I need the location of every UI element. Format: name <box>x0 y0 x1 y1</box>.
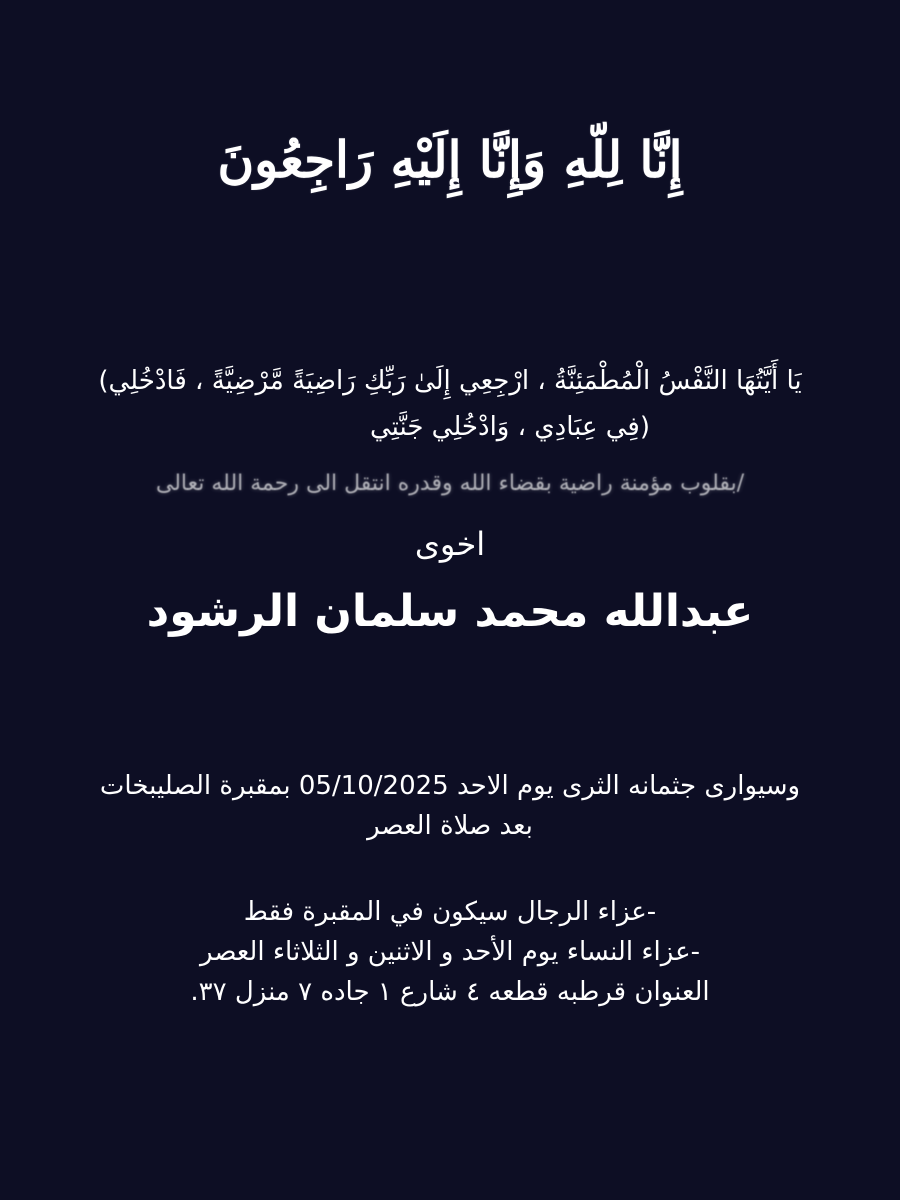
announcement-text: /بقلوب مؤمنة راضية بقضاء الله وقدره انتقل الى رحمة الله تعالى <box>155 471 745 496</box>
burial-details <box>0 766 900 846</box>
condolence-address: العنوان قرطبه قطعه ٤ شارع ١ جاده ٧ منزل ٣٧. <box>190 977 710 1007</box>
burial-line-1: وسيوارى جثمانه الثرى يوم الاحد 05/10/2025 بمقبرة الصليبخات <box>99 771 801 801</box>
women-condolence: -عزاء النساء يوم الأحد و الاثنين و الثلاثاء العصر <box>199 937 701 967</box>
verse-line-1: يَا أَيَّتُهَا النَّفْسُ الْمُطْمَئِنَّةُ ، ارْجِعِي إِلَىٰ رَبِّكِ رَاضِيَةً مَّرْضِيَّةً ، فَادْخُلِي) <box>98 366 802 396</box>
burial-line-2: بعد صلاة العصر <box>367 811 533 841</box>
verse-line-2: (فِي عِبَادِي ، وَادْخُلِي جَنَّتِي <box>369 412 650 442</box>
condolence-details <box>0 892 900 1012</box>
quranic-verse <box>0 358 900 450</box>
relation-label: اخوى <box>414 525 486 563</box>
men-condolence: -عزاء الرجال سيكون في المقبرة فقط <box>243 897 657 927</box>
deceased-name: عبدالله محمد سلمان الرشود <box>146 586 754 637</box>
quranic-heading: إِنَّا لِلّهِ وَإِنَّا إِلَيْهِ رَاجِعُونَ <box>217 130 683 189</box>
